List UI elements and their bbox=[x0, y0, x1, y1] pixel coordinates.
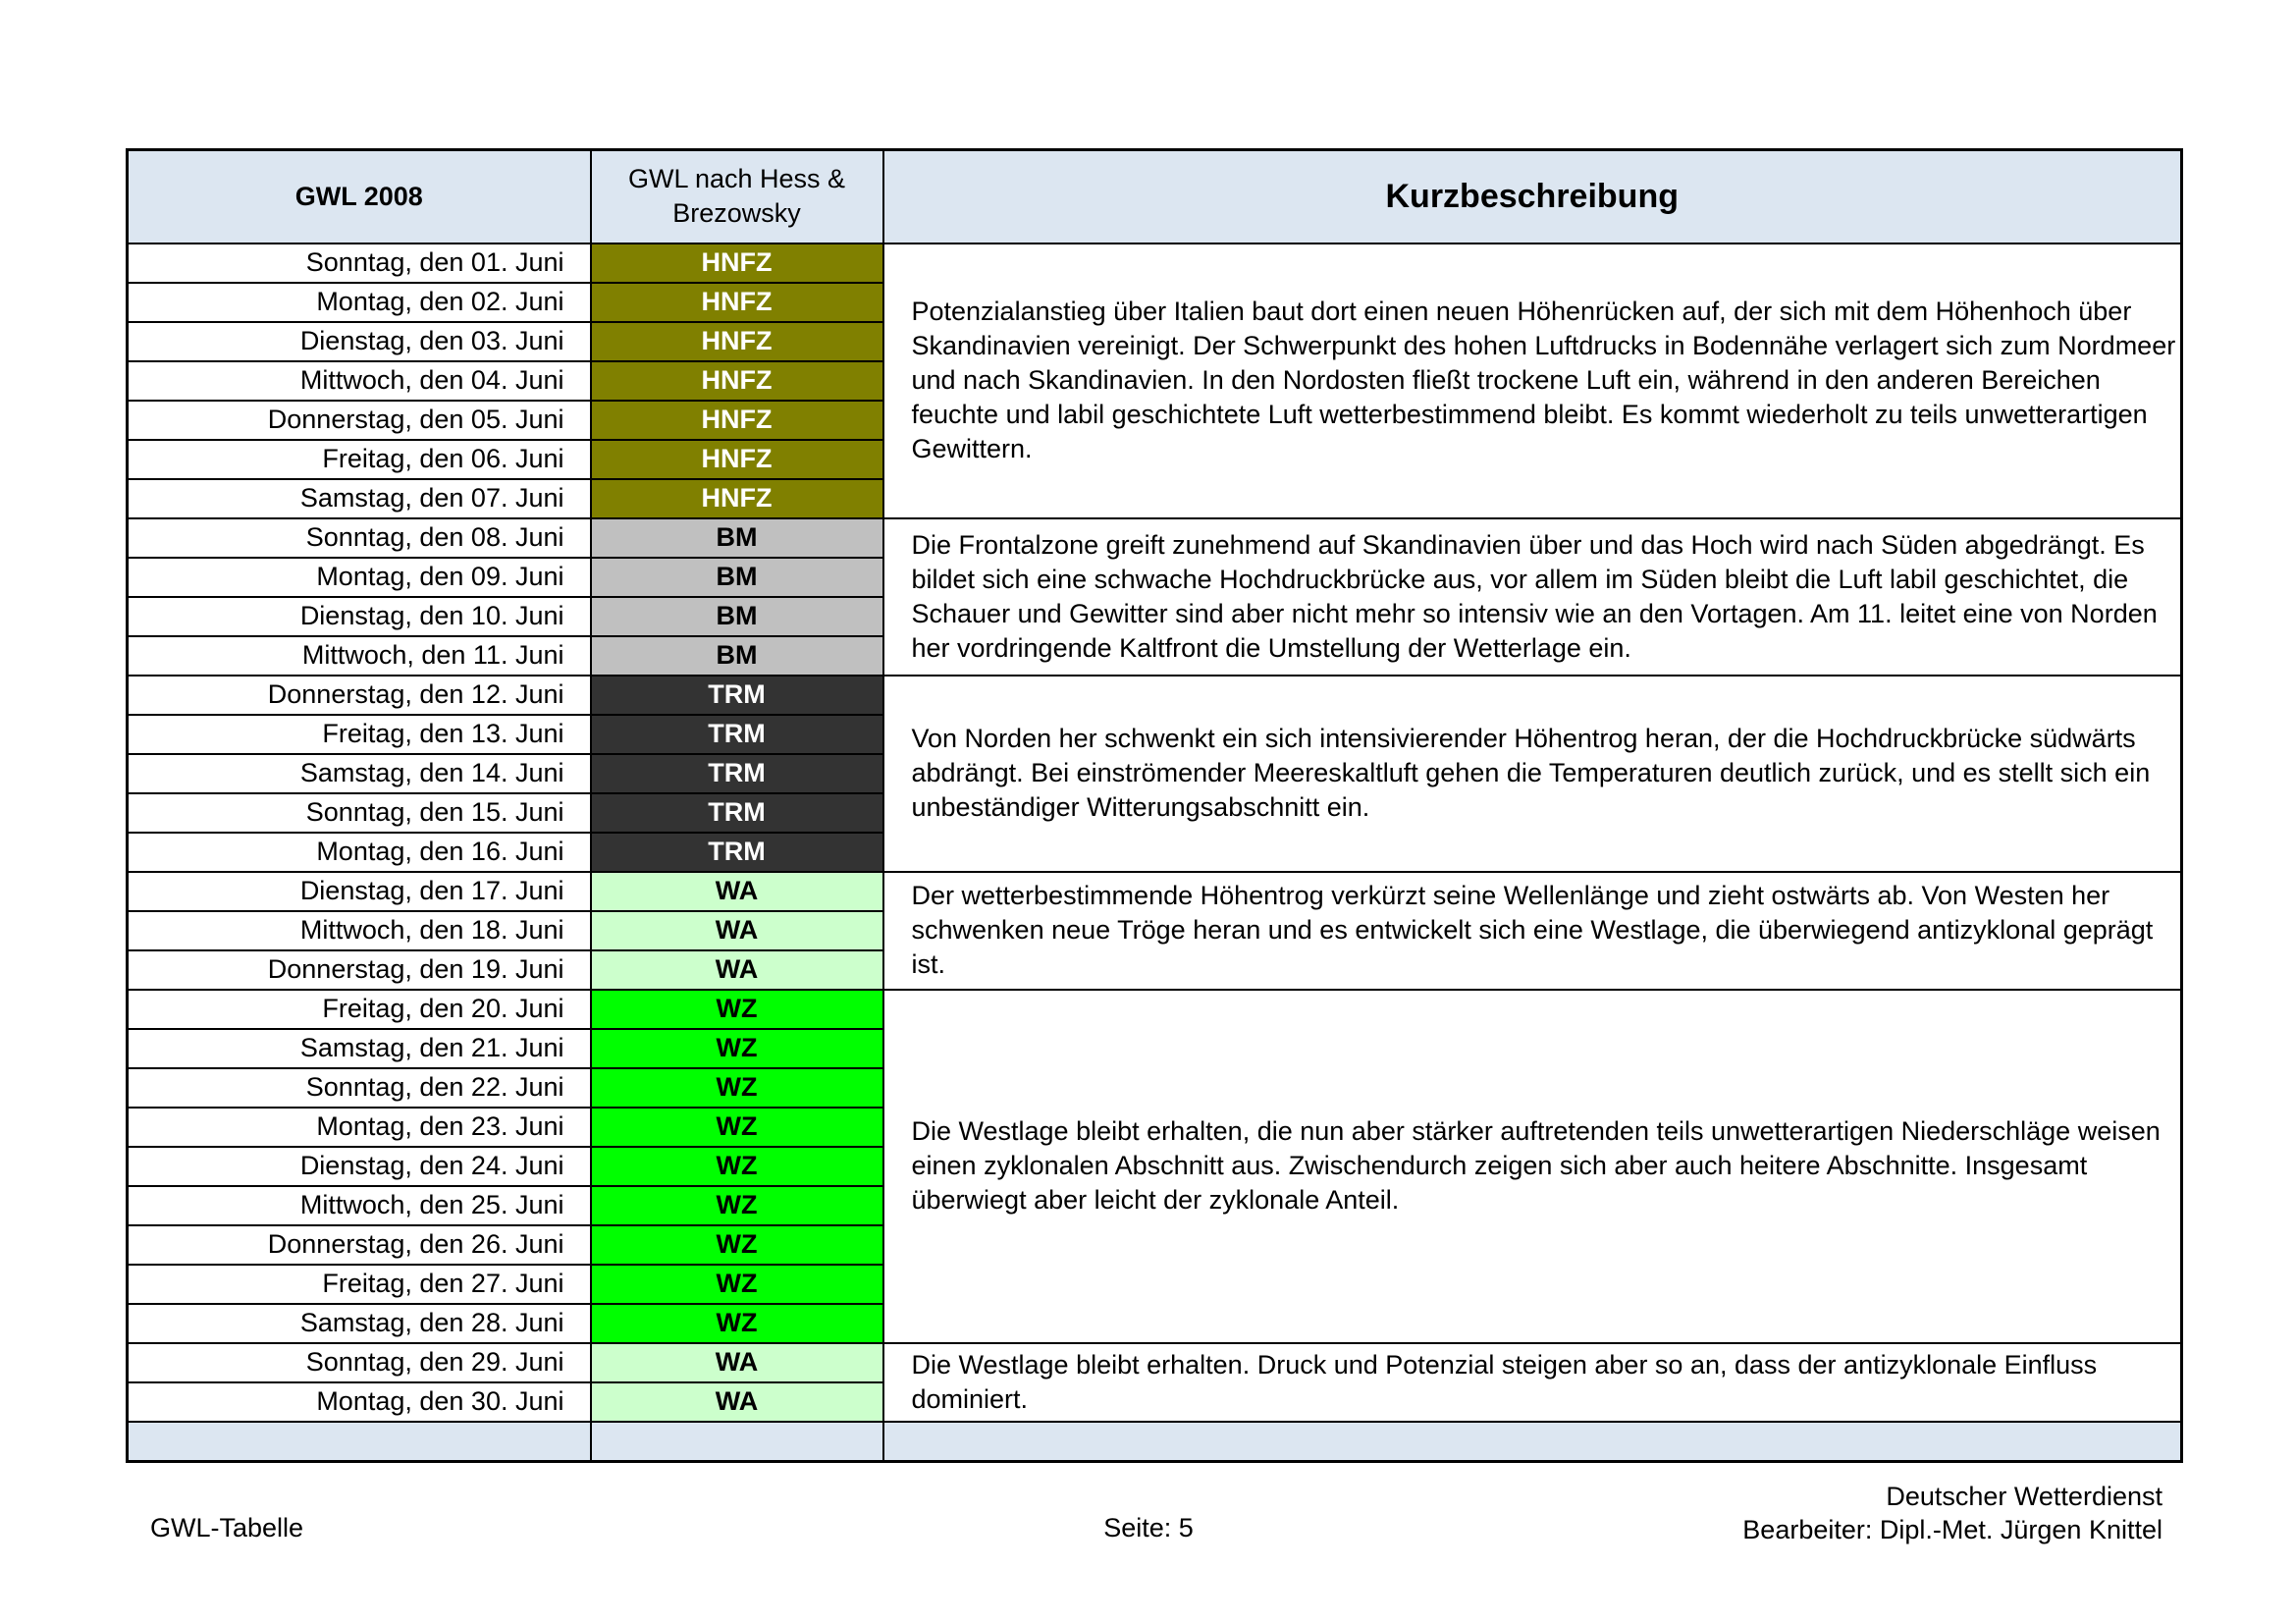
gwl-code-cell: HNFZ bbox=[591, 401, 883, 440]
gwl-code-cell: TRM bbox=[591, 793, 883, 833]
date-cell: Freitag, den 20. Juni bbox=[128, 990, 591, 1029]
date-cell: Sonntag, den 15. Juni bbox=[128, 793, 591, 833]
date-cell: Donnerstag, den 05. Juni bbox=[128, 401, 591, 440]
gwl-code-cell: WZ bbox=[591, 1147, 883, 1186]
date-cell: Mittwoch, den 04. Juni bbox=[128, 361, 591, 401]
gwl-code-cell: HNFZ bbox=[591, 361, 883, 401]
date-cell: Donnerstag, den 12. Juni bbox=[128, 676, 591, 715]
table-row bbox=[128, 1343, 2182, 1382]
table-row bbox=[128, 676, 2182, 715]
description-cell: Die Westlage bleibt erhalten, die nun aber stärker auftretenden teils unwetterartigen Niederschläge weisen einen zyklonalen Abschnitt aus. Zwischendurch zeigen sich aber auch heitere Abschnitte. Insgesamt überwiegt aber leicht der zyklonale Anteil. bbox=[883, 990, 2182, 1343]
gwl-code-cell: HNFZ bbox=[591, 479, 883, 518]
description-cell: Die Frontalzone greift zunehmend auf Skandinavien über und das Hoch wird nach Süden abgedrängt. Es bildet sich eine schwache Hochdruckbrücke aus, vor allem im Süden bleibt die Luft labil geschichtet, die Schauer und Gewitter sind aber nicht mehr so intensiv wie an den Vortagen. Am 11. leitet eine von Norden her vordringende Kaltfront die Umstellung der Wetterlage ein. bbox=[883, 518, 2182, 676]
date-cell: Donnerstag, den 26. Juni bbox=[128, 1225, 591, 1265]
footer-cell bbox=[591, 1422, 883, 1462]
date-cell: Freitag, den 27. Juni bbox=[128, 1265, 591, 1304]
header-date-column: GWL 2008 bbox=[128, 150, 591, 243]
table-footer-row bbox=[128, 1422, 2182, 1462]
header-description-column: Kurzbeschreibung bbox=[883, 150, 2182, 243]
date-cell: Dienstag, den 17. Juni bbox=[128, 872, 591, 911]
description-cell: Von Norden her schwenkt ein sich intensivierender Höhentrog heran, der die Hochdruckbrücke südwärts abdrängt. Bei einströmender Meereskaltluft gehen die Temperaturen deutlich zurück, und es stellt sich ein unbeständiger Witterungsabschnitt ein. bbox=[883, 676, 2182, 872]
gwl-code-cell: WZ bbox=[591, 1304, 883, 1343]
footer-document-name: GWL-Tabelle bbox=[150, 1513, 304, 1542]
date-cell: Sonntag, den 29. Juni bbox=[128, 1343, 591, 1382]
footer-publisher bbox=[1742, 1480, 2163, 1546]
date-cell: Sonntag, den 22. Juni bbox=[128, 1068, 591, 1108]
gwl-code-cell: BM bbox=[591, 518, 883, 558]
gwl-code-cell: WZ bbox=[591, 1108, 883, 1147]
header-gwl-column bbox=[591, 150, 883, 243]
gwl-code-cell: WA bbox=[591, 872, 883, 911]
footer-author: Bearbeiter: Dipl.-Met. Jürgen Knittel bbox=[1742, 1515, 2163, 1544]
date-cell: Mittwoch, den 25. Juni bbox=[128, 1186, 591, 1225]
table-row bbox=[128, 518, 2182, 558]
gwl-code-cell: BM bbox=[591, 558, 883, 597]
date-cell: Dienstag, den 03. Juni bbox=[128, 322, 591, 361]
date-cell: Montag, den 02. Juni bbox=[128, 283, 591, 322]
gwl-code-cell: WZ bbox=[591, 1225, 883, 1265]
date-cell: Montag, den 30. Juni bbox=[128, 1382, 591, 1422]
date-cell: Samstag, den 28. Juni bbox=[128, 1304, 591, 1343]
header-gwl-line2: Brezowsky bbox=[672, 198, 801, 229]
gwl-code-cell: TRM bbox=[591, 754, 883, 793]
gwl-code-cell: WA bbox=[591, 1382, 883, 1422]
gwl-code-cell: WZ bbox=[591, 1186, 883, 1225]
table-body bbox=[128, 243, 2182, 1422]
date-cell: Montag, den 16. Juni bbox=[128, 833, 591, 872]
footer-cell bbox=[128, 1422, 591, 1462]
date-cell: Freitag, den 06. Juni bbox=[128, 440, 591, 479]
date-cell: Donnerstag, den 19. Juni bbox=[128, 950, 591, 990]
table-row bbox=[128, 872, 2182, 911]
date-cell: Dienstag, den 24. Juni bbox=[128, 1147, 591, 1186]
description-cell: Die Westlage bleibt erhalten. Druck und Potenzial steigen aber so an, dass der antizyklonale Einfluss dominiert. bbox=[883, 1343, 2182, 1422]
date-cell: Sonntag, den 08. Juni bbox=[128, 518, 591, 558]
table-row bbox=[128, 990, 2182, 1029]
footer-cell bbox=[883, 1422, 2182, 1462]
date-cell: Freitag, den 13. Juni bbox=[128, 715, 591, 754]
gwl-code-cell: WZ bbox=[591, 1265, 883, 1304]
gwl-code-cell: TRM bbox=[591, 676, 883, 715]
date-cell: Samstag, den 21. Juni bbox=[128, 1029, 591, 1068]
gwl-code-cell: TRM bbox=[591, 833, 883, 872]
gwl-code-cell: WZ bbox=[591, 990, 883, 1029]
date-cell: Mittwoch, den 18. Juni bbox=[128, 911, 591, 950]
gwl-code-cell: HNFZ bbox=[591, 440, 883, 479]
footer-page-number: Seite: 5 bbox=[1103, 1513, 1194, 1542]
gwl-code-cell: TRM bbox=[591, 715, 883, 754]
gwl-code-cell: HNFZ bbox=[591, 322, 883, 361]
date-cell: Dienstag, den 10. Juni bbox=[128, 597, 591, 636]
gwl-code-cell: WA bbox=[591, 911, 883, 950]
gwl-code-cell: BM bbox=[591, 636, 883, 676]
footer-organization: Deutscher Wetterdienst bbox=[1886, 1482, 2163, 1511]
date-cell: Samstag, den 07. Juni bbox=[128, 479, 591, 518]
header-gwl-line1: GWL nach Hess & bbox=[627, 164, 846, 194]
gwl-code-cell: BM bbox=[591, 597, 883, 636]
description-cell: Potenzialanstieg über Italien baut dort einen neuen Höhenrücken auf, der sich mit dem Höhenhoch über Skandinavien vereinigt. Der Schwerpunkt des hohen Luftdrucks in Bodennähe verlagert sich zum Nordmeer und nach Skandinavien. In den Nordosten fließt trockene Luft ein, während in den anderen Bereichen feuchte und labil geschichtete Luft wetterbestimmend bleibt. Es kommt wiederholt zu teils unwetterartigen Gewittern. bbox=[883, 243, 2182, 518]
table-header-row bbox=[128, 150, 2182, 243]
date-cell: Montag, den 23. Juni bbox=[128, 1108, 591, 1147]
gwl-code-cell: WZ bbox=[591, 1068, 883, 1108]
gwl-code-cell: WA bbox=[591, 950, 883, 990]
date-cell: Sonntag, den 01. Juni bbox=[128, 243, 591, 283]
date-cell: Mittwoch, den 11. Juni bbox=[128, 636, 591, 676]
gwl-code-cell: WA bbox=[591, 1343, 883, 1382]
gwl-code-cell: HNFZ bbox=[591, 283, 883, 322]
gwl-table bbox=[126, 148, 2183, 1463]
description-cell: Der wetterbestimmende Höhentrog verkürzt seine Wellenlänge und zieht ostwärts ab. Von Westen her schwenken neue Tröge heran und es entwickelt sich eine Westlage, die überwiegend antizyklonal geprägt ist. bbox=[883, 872, 2182, 990]
date-cell: Montag, den 09. Juni bbox=[128, 558, 591, 597]
date-cell: Samstag, den 14. Juni bbox=[128, 754, 591, 793]
gwl-code-cell: WZ bbox=[591, 1029, 883, 1068]
table-row bbox=[128, 243, 2182, 283]
gwl-code-cell: HNFZ bbox=[591, 243, 883, 283]
